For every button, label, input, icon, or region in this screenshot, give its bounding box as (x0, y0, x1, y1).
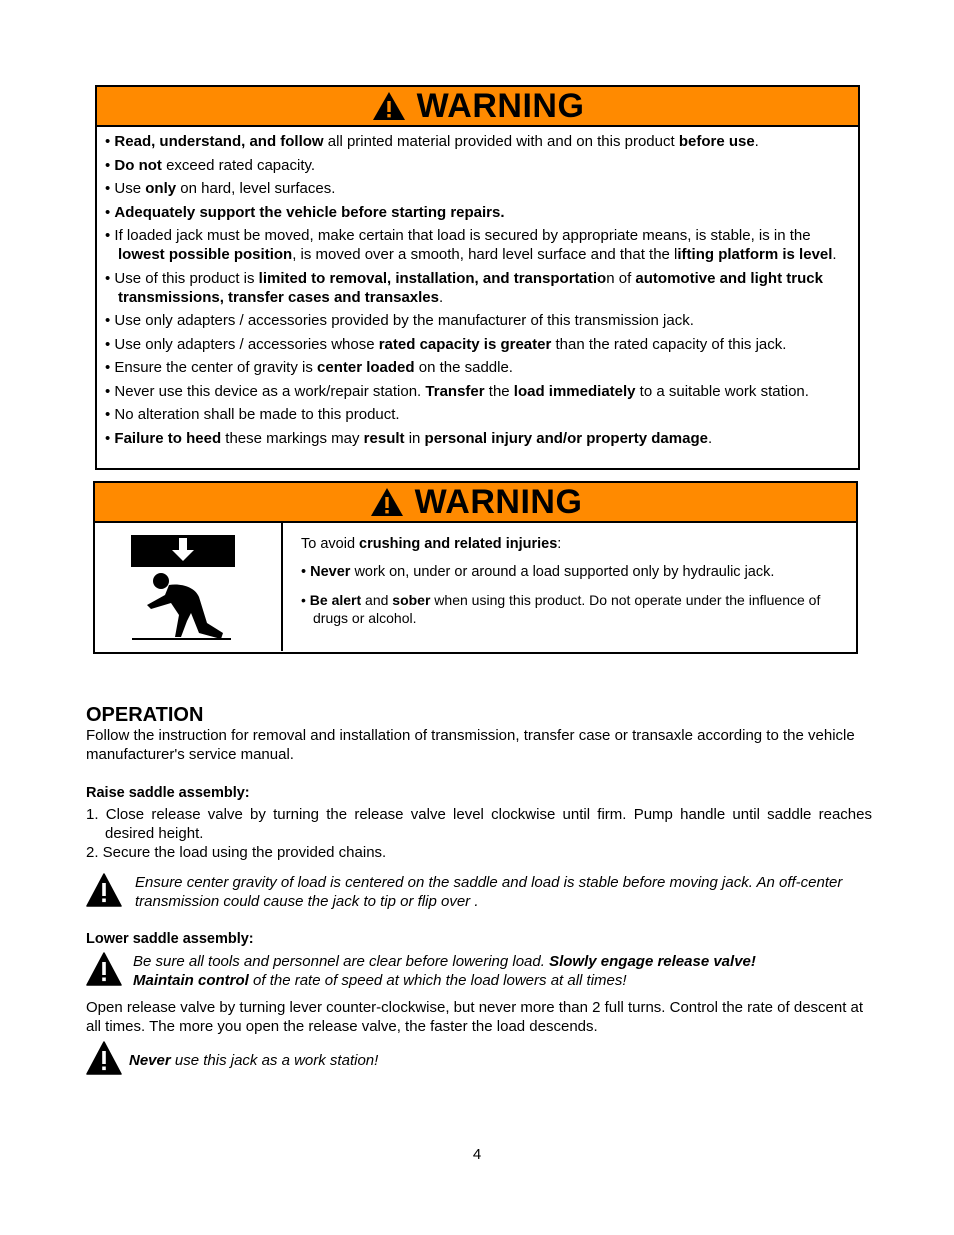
caution-triangle-icon (86, 952, 122, 986)
bold-run: Never (310, 564, 351, 580)
warning-item: • Do not exceed rated capacity. (105, 156, 316, 174)
warning-triangle-icon (371, 90, 407, 122)
warning-list (97, 127, 858, 448)
warning-item: • Read, understand, and follow all printed material provided with and on this product before use. (105, 133, 759, 150)
caution-work-station (86, 1041, 872, 1075)
crushing-item: • Be alert and sober when using this product. Do not operate under the influence of drugs or alcohol. (301, 592, 821, 626)
bold-run: Read, understand, and follow (114, 133, 324, 150)
bold-run: load immediately (513, 382, 636, 400)
bold-run: before use (678, 133, 755, 150)
caution-lowering (86, 952, 872, 990)
caution-text: Never use this jack as a work station! (129, 1052, 379, 1069)
bold-run: ifting platform is level (677, 246, 833, 263)
bold-run: Slowly engage release valve! (549, 953, 756, 970)
crush-hazard-pictogram (95, 523, 283, 651)
bold-run: center loaded (317, 359, 415, 376)
bold-run: Do not (114, 156, 162, 174)
warning-item: • No alteration shall be made to this product. (105, 406, 400, 423)
crushing-intro: To avoid crushing and related injuries: (301, 536, 562, 552)
operation-heading: OPERATION (86, 704, 204, 726)
bold-run: lowest possible position (118, 246, 293, 263)
bold-run: Maintain control (133, 972, 249, 989)
warning-item: • Never use this device as a work/repair station. Transfer the load immediately to a suitable work station. (105, 382, 809, 400)
warning-item: • If loaded jack must be moved, make certain that load is secured by appropriate means, is stable, is in the lowest possible position, is moved over a smooth, hard level surface and that the lifting platform is level. (105, 227, 837, 263)
bold-run: only (145, 180, 177, 197)
caution-center-gravity (86, 873, 872, 911)
lower-instructions: Open release valve by turning lever counter-clockwise, but never more than 2 full turns. Control the rate of descent at all times. The more you open the release valve, the faster the load descends. (86, 999, 864, 1035)
warning-item: • Adequately support the vehicle before starting repairs. (105, 203, 505, 221)
warning-header (97, 87, 858, 127)
warning-item: • Use only adapters / accessories provided by the manufacturer of this transmission jack. (105, 312, 694, 329)
warning-item: • Use only on hard, level surfaces. (105, 180, 336, 197)
raise-step-1: 1. Close release valve by turning the release valve level clockwise until firm. Pump handle until saddle reaches desired height. (86, 806, 872, 842)
bold-run: Be alert (309, 592, 362, 608)
bold-run: rated capacity is greater (378, 335, 552, 353)
bold-run: sober (392, 592, 431, 608)
bold-run: Failure to heed (114, 429, 222, 447)
caution-text: Be sure all tools and personnel are clear before lowering load. Slowly engage release valve! Maintain control of the rate of speed at which the load lowers at all times! (133, 953, 756, 989)
caution-triangle-icon (86, 873, 122, 907)
bold-run: crushing and related injuries (359, 536, 558, 552)
warning-item: • Use of this product is limited to removal, installation, and transportation of automotive and light truck transmissions, transfer cases and transaxles. (105, 269, 823, 306)
raise-step-2: 2. Secure the load using the provided chains. (86, 844, 387, 861)
crushing-hazard-icon (95, 523, 281, 651)
lower-saddle-heading: Lower saddle assembly: (86, 931, 254, 947)
bold-run: limited to removal, installation, and transportatio (258, 269, 607, 287)
warning-title: WARNING (414, 482, 583, 521)
operation-intro: Follow the instruction for removal and installation of transmission, transfer case or transaxle according to the vehicle manufacturer's service manual. (86, 727, 855, 763)
caution-text: Ensure center gravity of load is centered on the saddle and load is stable before moving jack. An off-center transmission could cause the jack to tip or flip over . (135, 874, 843, 910)
crushing-item: • Never work on, under or around a load supported only by hydraulic jack. (301, 564, 775, 580)
bold-run: result (363, 429, 405, 447)
raise-saddle-heading: Raise saddle assembly: (86, 785, 250, 801)
warning-item: • Use only adapters / accessories whose rated capacity is greater than the rated capacity of this jack. (105, 335, 787, 353)
warning-header (95, 483, 856, 523)
warning-box-general (95, 85, 860, 470)
bold-run: personal injury and/or property damage (424, 429, 708, 447)
warning-triangle-icon (369, 486, 405, 518)
caution-triangle-icon (86, 1041, 122, 1075)
bold-run: automotive and light truck transmissions, transfer cases and transaxles (118, 269, 823, 306)
crushing-warning-text (283, 523, 856, 651)
warning-title: WARNING (416, 86, 585, 125)
warning-item: • Ensure the center of gravity is center loaded on the saddle. (105, 359, 513, 376)
bold-run: Adequately support the vehicle before starting repairs. (114, 203, 505, 221)
bold-run: Never (129, 1052, 171, 1069)
page-number: 4 (472, 1146, 482, 1163)
bold-run: Transfer (425, 382, 485, 400)
warning-item: • Failure to heed these markings may result in personal injury and/or property damage. (105, 429, 713, 447)
warning-box-crushing (93, 481, 858, 654)
